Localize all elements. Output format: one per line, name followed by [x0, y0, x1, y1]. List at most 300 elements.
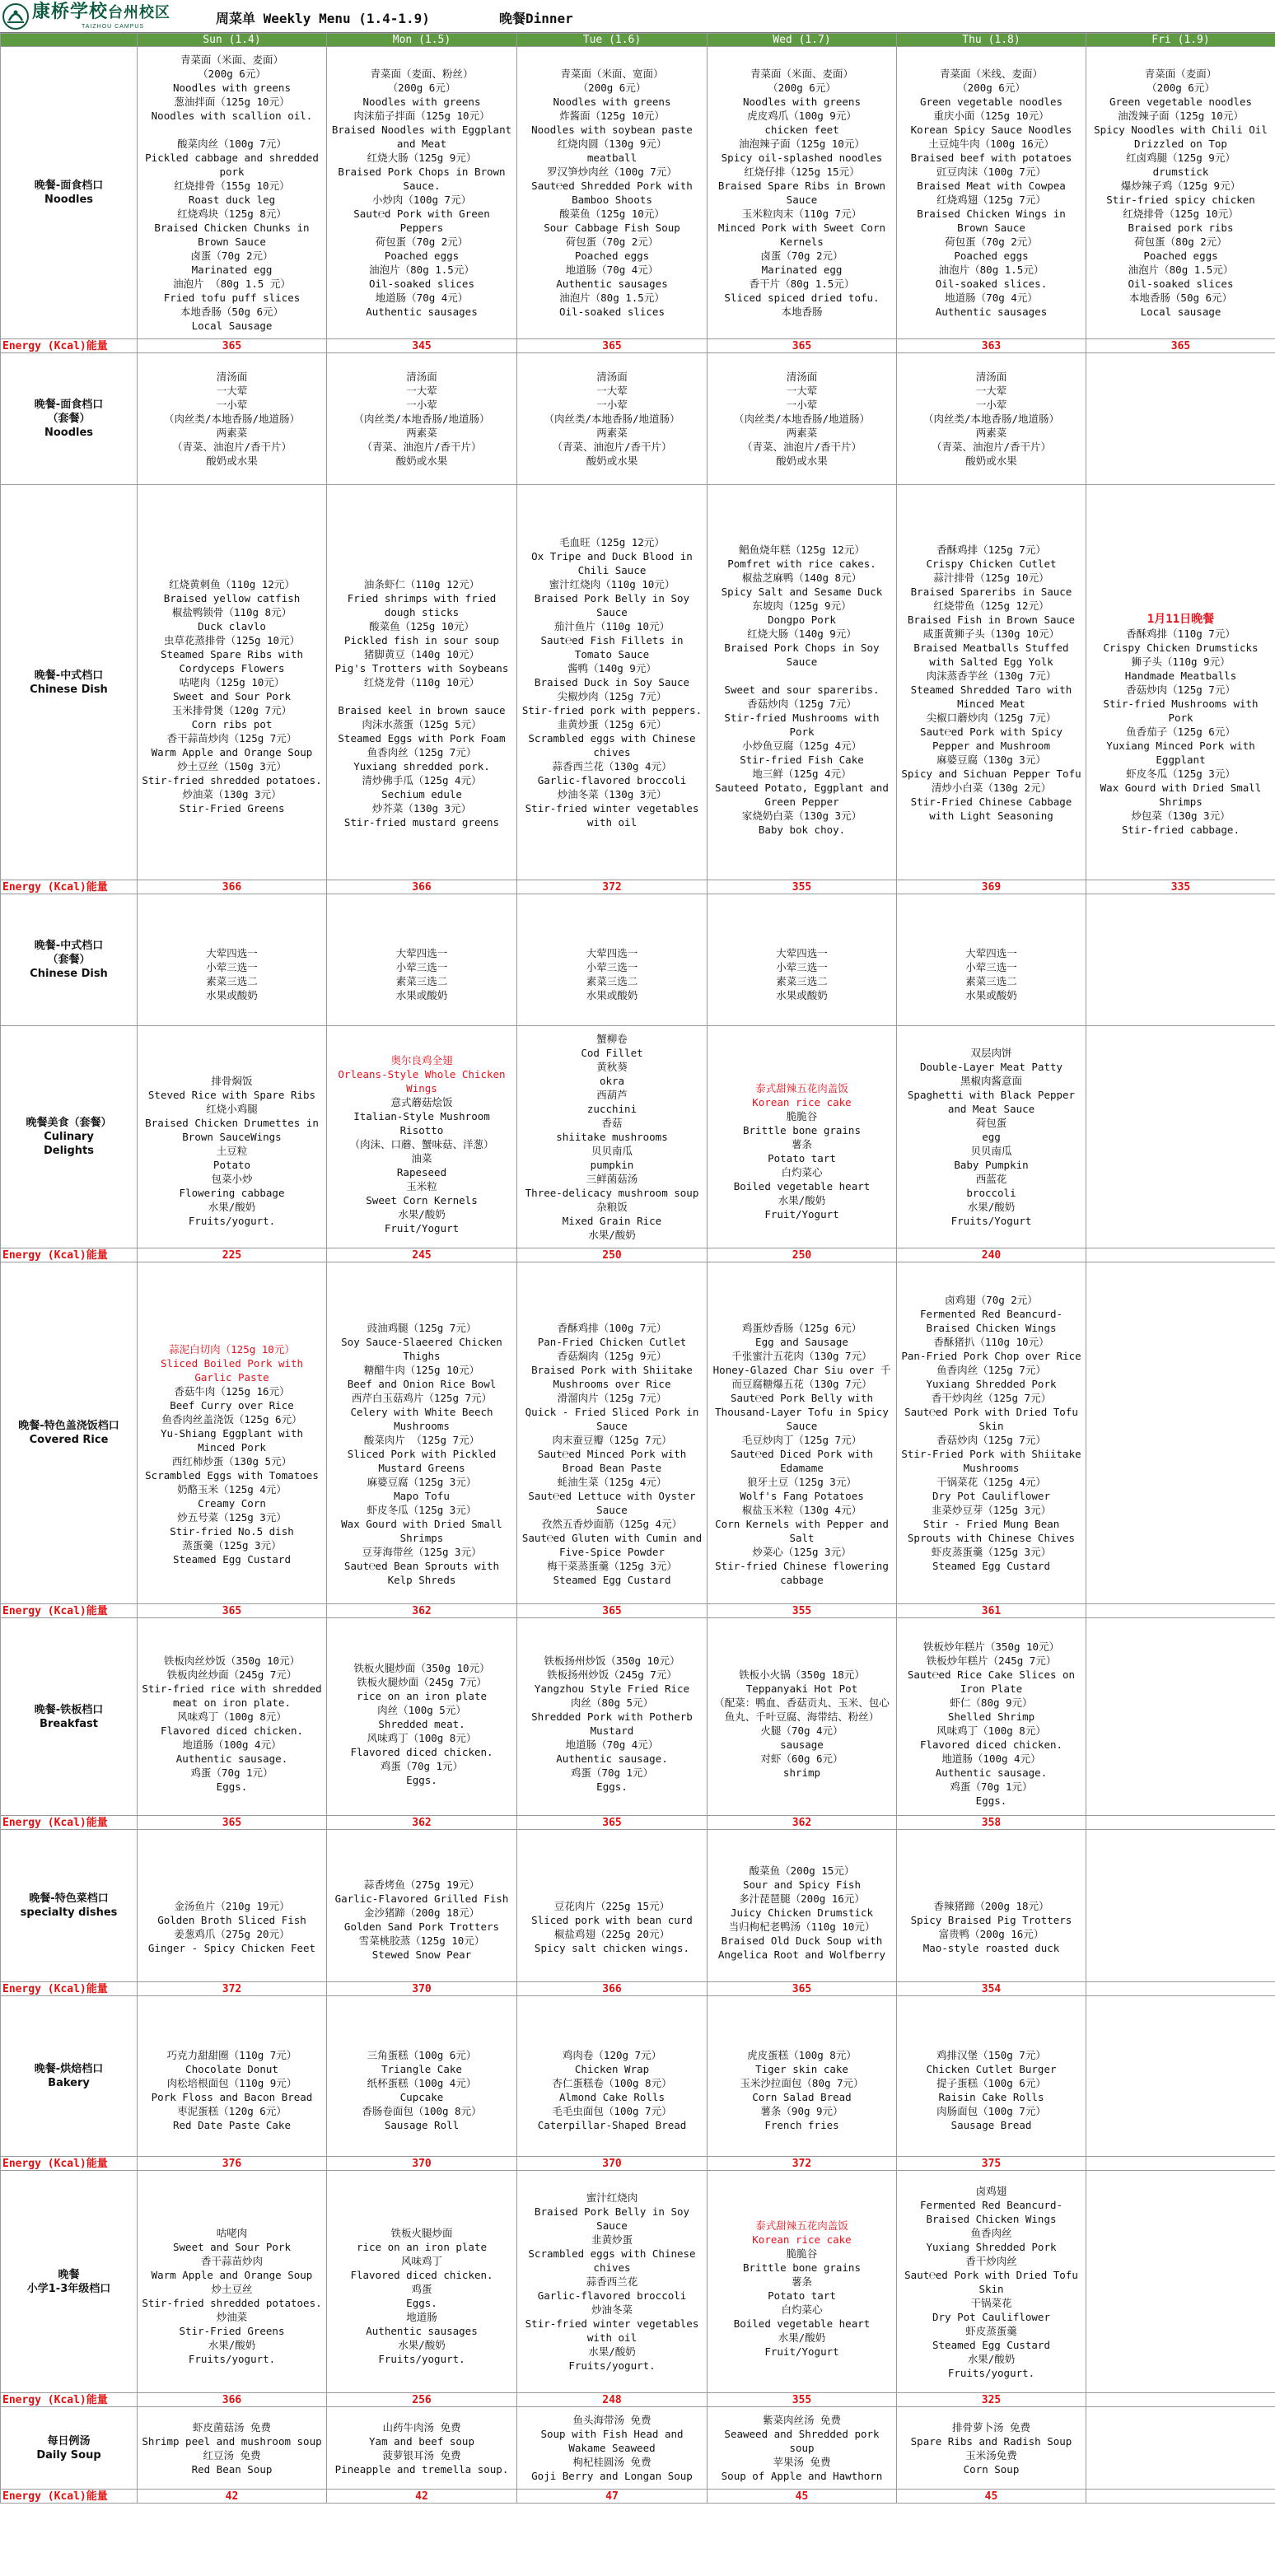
- menu-item-line: 卤鸡翅: [975, 2184, 1007, 2197]
- menu-item-line: （青菜、油泡片/香干片）: [362, 441, 482, 453]
- menu-item-line: Mao-style roasted duck: [922, 1941, 1060, 1954]
- menu-item-line: 一小荤: [596, 399, 628, 411]
- menu-item-line: Stir-fried spicy chicken: [1106, 194, 1255, 206]
- menu-cell-wed: [708, 1618, 897, 1816]
- energy-value-mon: 245: [327, 1248, 517, 1262]
- menu-item-line: 椒盐玉米粒（130g 4元）: [741, 1504, 862, 1516]
- menu-item-line: 红烧排骨（155g 10元）: [174, 180, 290, 192]
- menu-item-line: 一大荤: [216, 385, 248, 397]
- energy-value-sun: 372: [138, 1982, 327, 1996]
- day-header-wed: Wed (1.7): [708, 34, 897, 47]
- menu-item-line: Spicy Braised Pig Trotters: [910, 1913, 1072, 1926]
- menu-item-line: 地道肠（100g 4元）: [941, 1752, 1041, 1765]
- menu-item-line: 水果/酸奶: [967, 2352, 1016, 2365]
- menu-item-line: Poached eggs: [384, 250, 460, 262]
- menu-item-line: 荷包蛋（70g 2元）: [945, 236, 1038, 248]
- menu-item-line: [710, 529, 894, 543]
- menu-item-line: 香酥鸡排（100g 7元）: [557, 1322, 667, 1334]
- menu-item-line: Fruits/yogurt.: [378, 2352, 465, 2365]
- menu-item-line: 水果/酸奶: [967, 1201, 1016, 1213]
- menu-item-line: 地道肠（70g 4元）: [565, 264, 659, 276]
- menu-item-line: 肉沫蒸香芋丝（130g 7元）: [926, 669, 1057, 682]
- menu-cell-wed: [708, 2407, 897, 2490]
- menu-item-line: 炒油菜（130g 3元）: [182, 788, 282, 800]
- menu-item-line: Fruit/Yogurt: [384, 1221, 460, 1234]
- menu-item-line: 包菜小炒: [211, 1173, 253, 1185]
- menu-item-line: 酸奶或水果: [965, 455, 1017, 467]
- menu-item-line: 油条虾仁（110g 12元）: [363, 578, 480, 590]
- section-label-line: （套餐）: [47, 954, 91, 966]
- menu-item-line: 酸奶或水果: [776, 455, 828, 467]
- menu-item-line: Chocolate Donut: [185, 2063, 278, 2075]
- day-header-tue: Tue (1.6): [517, 34, 708, 47]
- energy-label: Energy (Kcal)能量: [1, 2490, 138, 2504]
- menu-item-line: （肉丝类/本地香肠/地道肠）: [353, 413, 490, 425]
- menu-item-line: 水果/酸奶: [208, 1201, 256, 1213]
- menu-item-line: 水果或酸奶: [776, 988, 828, 1001]
- menu-item-line: 提子蛋糕（100g 6元）: [936, 2077, 1046, 2089]
- menu-item-line: 蒜香烤鱼（275g 19元）: [363, 1878, 480, 1891]
- menu-item-line: [710, 932, 894, 946]
- menu-item-line: Pineapple and tremella soup.: [334, 2462, 509, 2476]
- menu-item-line: 西蓝花: [975, 1173, 1007, 1185]
- menu-item-line: 鸡蛋（70g 1元）: [190, 1766, 273, 1779]
- menu-item-line: Poached eggs: [954, 250, 1029, 262]
- menu-item-line: 黑椒肉酱意面: [960, 1075, 1022, 1087]
- menu-item-line: [520, 2034, 704, 2048]
- menu-item-line: 白灼菜心: [781, 1165, 823, 1178]
- menu-item-line: [520, 2020, 704, 2034]
- menu-cell-fri: [1086, 2171, 1275, 2393]
- menu-item-line: 杂粮饭: [596, 1201, 628, 1213]
- menu-item-line: 荷包蛋（70g 2元）: [375, 236, 469, 248]
- menu-item-line: 大荤四选一: [395, 946, 448, 959]
- menu-item-line: rice on an iron plate: [356, 1689, 488, 1702]
- menu-item-line: 鲳鱼烧年糕（125g 12元）: [739, 543, 865, 556]
- menu-item-line: 玉米粒肉末（110g 7元）: [741, 208, 862, 220]
- menu-item-line: Spicy salt chicken wings.: [534, 1941, 690, 1954]
- menu-cell-sun: [138, 1026, 327, 1248]
- menu-item-line: Korean Spicy Sauce Noodles: [910, 124, 1072, 136]
- menu-item-line: 排骨萝卜汤 免费: [951, 2420, 1031, 2434]
- menu-item-line: 虾仁（80g 9元）: [950, 1696, 1033, 1709]
- menu-cell-sun: [138, 353, 327, 485]
- menu-item-line: Shelled Shrimp: [947, 1710, 1035, 1723]
- menu-section-row: [1, 1830, 1275, 1982]
- menu-item-line: [140, 1885, 324, 1899]
- menu-item-line: meatball: [586, 152, 638, 164]
- menu-item-line: 油泡片 （80g 1.5 元）: [173, 278, 291, 290]
- menu-item-line: Steamed Shredded Taro with Minced Meat: [910, 683, 1072, 710]
- menu-item-line: 香菇炒肉（125g 7元）: [747, 697, 857, 710]
- menu-item-line: [140, 123, 324, 137]
- menu-item-line: [520, 1293, 704, 1307]
- menu-item-line: 水果/酸奶: [778, 2331, 826, 2344]
- menu-item-line: Fruits/yogurt.: [188, 2352, 276, 2365]
- menu-cell-sun: [138, 894, 327, 1026]
- menu-item-line: Yam and beef soup: [369, 2434, 474, 2448]
- menu-item-line: Stir - Fried Mung Bean Sprouts with Chinese Chives: [907, 1518, 1076, 1544]
- menu-item-line: 酸菜鱼（125g 10元）: [369, 620, 474, 632]
- menu-item-line: sausage: [780, 1738, 824, 1751]
- menu-cell-tue: [517, 2171, 708, 2393]
- menu-item-line: [899, 2034, 1083, 2048]
- menu-item-line: 豉油鸡腿（125g 7元）: [367, 1322, 477, 1334]
- menu-item-line: 蜜汁红烧肉: [586, 2191, 638, 2204]
- menu-item-line: 椒盐鸭锁骨（110g 8元）: [171, 606, 292, 618]
- menu-item-line: 泰式甜辣五花肉盖饭: [755, 1081, 848, 1094]
- menu-item-line: Scrambled Eggs with Tomatoes: [145, 1468, 319, 1482]
- menu-item-line: 狼牙土豆（125g 3元）: [747, 1476, 857, 1488]
- menu-item-line: Corn Soup: [963, 2462, 1020, 2476]
- menu-item-line: Braised beef with potatoes: [910, 152, 1072, 164]
- menu-item-line: Sauteed Potato, Eggplant and Green Pepper: [715, 781, 889, 808]
- menu-item-line: Stir-fried shredded potatoes.: [142, 774, 322, 786]
- menu-item-line: Cupcake: [399, 2091, 444, 2103]
- energy-value-mon: 345: [327, 339, 517, 353]
- menu-item-line: 本地香肠（50g 6元）: [180, 306, 284, 318]
- menu-cell-wed: [708, 1026, 897, 1248]
- menu-cell-sun: [138, 1830, 327, 1982]
- menu-item-line: 铁板火腿炒面（350g 10元）: [353, 1661, 490, 1674]
- menu-item-line: [520, 932, 704, 946]
- menu-item-line: 蒜香西兰花: [586, 2275, 638, 2288]
- menu-item-line: 虫草花蒸排骨（125g 10元）: [163, 634, 301, 646]
- menu-item-line: 金汤鱼片（210g 19元）: [174, 1899, 290, 1912]
- menu-item-line: 风味鸡丁（100g 8元）: [367, 1731, 477, 1744]
- menu-item-line: 小炒鱼豆腐（125g 4元）: [741, 739, 862, 752]
- menu-item-line: Sweet Corn Kernels: [366, 1193, 478, 1206]
- menu-item-line: Saut℮ed Bean Sprouts with Kelp Shreds: [343, 1560, 500, 1586]
- menu-item-line: Caterpillar-Shaped Bread: [537, 2119, 687, 2131]
- energy-value-tue: 250: [517, 1248, 708, 1262]
- menu-item-line: 水果或酸奶: [206, 988, 258, 1001]
- energy-value-fri: [1086, 2490, 1275, 2504]
- section-label: [1, 1830, 138, 1982]
- energy-value-sun: 42: [138, 2490, 327, 2504]
- menu-item-line: Stir-fried winter vegetables with oil: [525, 2317, 699, 2344]
- menu-item-line: Pan-Fried Pork Chop over Rice: [901, 1350, 1081, 1362]
- menu-item-line: Spicy oil-splashed noodles: [721, 152, 883, 164]
- menu-item-line: Quick - Fried Sliced Pork in Sauce: [525, 1406, 699, 1432]
- energy-value-thu: 354: [897, 1982, 1086, 1996]
- energy-value-tue: 365: [517, 339, 708, 353]
- menu-item-line: 水果或酸奶: [395, 988, 448, 1001]
- menu-item-line: 肉沫水蒸蛋（125g 5元）: [362, 718, 482, 730]
- menu-item-line: Soup of Apple and Hawthorn: [721, 2470, 883, 2482]
- menu-item-line: Steamed Egg Custard: [553, 1574, 671, 1586]
- menu-item-line: Dry Pot Cauliflower: [932, 2310, 1050, 2323]
- menu-item-line: 土豆粒: [216, 1145, 248, 1157]
- menu-item-line: 铁板扬州炒饭（245g 7元）: [547, 1668, 677, 1681]
- menu-item-line: 炒土豆丝（150g 3元）: [177, 760, 287, 772]
- menu-item-line: [140, 2212, 324, 2226]
- menu-item-line: Mapo Tofu: [394, 1490, 450, 1502]
- menu-item-line: 鸡蛋（70g 1元）: [950, 1780, 1033, 1793]
- menu-item-line: pumpkin: [590, 1159, 634, 1171]
- menu-item-line: 清汤面: [975, 371, 1007, 383]
- menu-item-line: 香干蒜苗炒肉: [200, 2254, 263, 2267]
- menu-item-line: Corn Salad Bread: [752, 2091, 852, 2103]
- menu-item-line: 酸菜肉片 （125g 7元）: [363, 1434, 480, 1446]
- day-header-fri: Fri (1.9): [1086, 34, 1275, 47]
- energy-label: Energy (Kcal)能量: [1, 2393, 138, 2407]
- menu-item-line: [710, 1053, 894, 1067]
- menu-item-line: [329, 549, 514, 563]
- menu-item-line: Fruits/yogurt.: [188, 1215, 276, 1227]
- menu-item-line: Yangzhou Style Fried Rice: [534, 1682, 690, 1695]
- menu-item-line: [710, 2205, 894, 2219]
- menu-item-line: 酸奶或水果: [206, 455, 258, 467]
- menu-item-line: [140, 2020, 324, 2034]
- energy-label: Energy (Kcal)能量: [1, 2157, 138, 2171]
- menu-item-line: 干锅菜花（125g 4元）: [936, 1476, 1046, 1488]
- menu-item-line: Boiled vegetable heart: [733, 1179, 871, 1192]
- menu-item-line: 水果/酸奶: [208, 2338, 256, 2351]
- menu-item-line: Baby bok choy.: [758, 823, 846, 836]
- menu-item-line: 铁板肉丝炒饭（350g 10元）: [163, 1654, 301, 1667]
- menu-cell-mon: [327, 485, 517, 880]
- menu-item-line: 鱼头海带汤 免费: [572, 2414, 652, 2426]
- menu-item-line: Roast duck leg: [188, 194, 276, 206]
- menu-item-line: egg: [982, 1131, 1001, 1143]
- energy-value-fri: [1086, 2157, 1275, 2171]
- menu-item-line: Steamed Spare Ribs with Cordyceps Flowers: [160, 648, 304, 674]
- menu-item-line: 豆芽海带丝（125g 3元）: [362, 1546, 482, 1558]
- menu-cell-mon: [327, 2407, 517, 2490]
- menu-item-line: 西葫芦: [596, 1089, 628, 1101]
- menu-item-line: 肉松培根面包（110g 9元）: [166, 2077, 297, 2089]
- menu-item-line: 本地香肠: [781, 306, 823, 318]
- menu-item-line: [520, 918, 704, 932]
- menu-item-line: 富贵鸭（200g 16元）: [938, 1927, 1044, 1940]
- section-label: [1, 1026, 138, 1248]
- section-label: [1, 2171, 138, 2393]
- menu-item-line: 地道肠（70g 4元）: [375, 292, 469, 304]
- menu-item-line: 鸡肉卷（120g 7元）: [562, 2049, 662, 2061]
- menu-item-line: 小荤三选一: [586, 960, 638, 973]
- section-label-line: 晚餐-烘焙档口: [34, 2063, 104, 2075]
- menu-item-line: Stir-fried pork with peppers.: [521, 704, 703, 716]
- menu-item-line: Double-Layer Meat Patty: [919, 1061, 1063, 1073]
- menu-item-line: Wax Gourd with Dried Small Shrimps: [341, 1518, 502, 1544]
- menu-item-line: 青菜面（米线、麦面）: [939, 68, 1043, 80]
- energy-value-mon: 362: [327, 1604, 517, 1618]
- menu-cell-wed: [708, 47, 897, 339]
- menu-item-line: Saut℮ed Rice Cake Slices on Iron Plate: [907, 1668, 1076, 1695]
- menu-cell-fri: [1086, 353, 1275, 485]
- menu-item-line: 肉沫茄子拌面（125g 10元）: [353, 110, 490, 122]
- menu-item-line: 小荤三选一: [206, 960, 258, 973]
- menu-item-line: Steamed Egg Custard: [932, 1560, 1050, 1572]
- menu-item-line: Sliced Boiled Pork with Garlic Paste: [160, 1356, 304, 1384]
- menu-cell-sun: [138, 47, 327, 339]
- menu-item-line: Authentic sausages: [556, 278, 668, 290]
- menu-cell-fri: [1086, 1830, 1275, 1982]
- energy-value-thu: 358: [897, 1816, 1086, 1830]
- energy-value-fri: [1086, 1604, 1275, 1618]
- menu-item-line: Sweet and sour spareribs.: [724, 683, 880, 696]
- menu-item-line: Braised Pork Belly in Soy Sauce: [534, 592, 690, 618]
- menu-item-line: 两素菜: [786, 427, 818, 439]
- menu-item-line: Pomfret with rice cakes.: [727, 557, 876, 570]
- section-label: [1, 485, 138, 880]
- energy-label: Energy (Kcal)能量: [1, 1816, 138, 1830]
- menu-item-line: [710, 1279, 894, 1293]
- menu-item-line: 韭菜炒豆芽（125g 3元）: [931, 1504, 1052, 1516]
- menu-item-line: 鸡蛋炒香肠（125g 6元）: [741, 1322, 862, 1334]
- menu-item-line: Poached eggs: [1143, 250, 1218, 262]
- menu-section-row: [1, 353, 1275, 485]
- menu-item-line: 两素菜: [406, 427, 437, 439]
- menu-item-line: [1089, 585, 1273, 599]
- menu-item-line: 肉末蚕豆瓣（125g 7元）: [552, 1434, 672, 1446]
- menu-item-line: Celery with White Beech Mushrooms: [350, 1406, 493, 1432]
- menu-item-line: Flavored diced chicken.: [350, 2268, 493, 2281]
- menu-item-line: 一小荤: [406, 399, 437, 411]
- energy-value-thu: 361: [897, 1604, 1086, 1618]
- menu-item-line: 千张蜜汁五花肉（130g 7元）: [731, 1350, 872, 1362]
- section-label: [1, 353, 138, 485]
- menu-item-line: 鸡蛋: [411, 2282, 432, 2295]
- menu-item-line: 红烧大肠（140g 9元）: [747, 627, 857, 640]
- energy-value-tue: 372: [517, 880, 708, 894]
- menu-item-line: Korean rice cake: [752, 2233, 852, 2246]
- menu-item-line: 蚝油生菜（125g 4元）: [557, 1476, 667, 1488]
- menu-item-line: 炒油冬菜: [591, 2303, 633, 2316]
- menu-item-line: [329, 1039, 514, 1053]
- menu-item-line: Fruit/Yogurt: [764, 2345, 839, 2358]
- menu-item-line: Shrimp peel and mushroom soup: [142, 2434, 322, 2448]
- menu-item-line: （肉丝类/本地香肠/地道肠）: [922, 413, 1060, 425]
- menu-cell-sun: [138, 485, 327, 880]
- menu-item-line: [329, 1293, 514, 1307]
- menu-item-line: （200g 6元）: [768, 82, 836, 94]
- menu-item-line: 火腿（70g 4元）: [760, 1724, 843, 1737]
- menu-item-line: 三角蛋糕（100g 6元）: [367, 2049, 477, 2061]
- menu-item-line: Braised Spareribs in Sauce: [910, 585, 1072, 598]
- menu-item-line: 铁板小火锅（350g 18元）: [739, 1668, 865, 1681]
- menu-cell-thu: [897, 2171, 1086, 2393]
- menu-item-line: Oil-soaked slices: [559, 306, 665, 318]
- menu-item-line: [329, 1307, 514, 1321]
- menu-item-line: Braised yellow catfish: [163, 592, 301, 604]
- menu-item-line: Creamy Corn: [198, 1496, 266, 1510]
- menu-item-line: 黄秋葵: [596, 1061, 628, 1073]
- menu-item-line: 雪菜桃胶蒸（125g 10元）: [358, 1934, 485, 1947]
- menu-cell-fri: [1086, 47, 1275, 339]
- menu-item-line: 紫菜肉丝汤 免费: [762, 2414, 842, 2426]
- menu-item-line: Fruit/Yogurt: [764, 1207, 839, 1220]
- menu-item-line: [140, 549, 324, 563]
- menu-item-line: [140, 918, 324, 932]
- menu-item-line: Marinated egg: [761, 264, 843, 276]
- menu-item-line: 卤蛋（70g 2元）: [760, 250, 843, 262]
- menu-item-line: 一小荤: [975, 399, 1007, 411]
- menu-item-line: 奥尔良鸡全翅: [390, 1053, 453, 1066]
- energy-value-mon: 256: [327, 2393, 517, 2407]
- menu-item-line: [140, 563, 324, 577]
- menu-item-line: Stir-fried No.5 dish: [170, 1524, 294, 1538]
- menu-item-line: 贝贝南瓜: [970, 1145, 1012, 1157]
- menu-item-line: 鱼香肉丝: [970, 2226, 1012, 2239]
- menu-section-row: [1, 1996, 1275, 2157]
- menu-item-line: Sausage Bread: [950, 2119, 1032, 2131]
- menu-item-line: [140, 2034, 324, 2048]
- energy-label: Energy (Kcal)能量: [1, 1248, 138, 1262]
- menu-item-line: Sweet and Sour Pork: [173, 690, 291, 702]
- energy-value-thu: 240: [897, 1248, 1086, 1262]
- menu-item-line: 香菇炒肉（125g 7元）: [936, 1434, 1046, 1446]
- menu-item-line: 荷包蛋（80g 2元）: [1134, 236, 1227, 248]
- menu-item-line: 炸酱面（125g 10元）: [559, 110, 665, 122]
- menu-item-line: 地道肠（70g 4元）: [945, 292, 1038, 304]
- menu-item-line: [710, 1293, 894, 1307]
- section-label: [1, 2407, 138, 2490]
- menu-item-line: 蒜泥白切肉（125g 10元）: [169, 1342, 295, 1356]
- menu-item-line: Braised Pork Belly in Soy Sauce: [534, 2205, 690, 2232]
- menu-item-line: Fried tofu puff slices: [163, 292, 301, 304]
- menu-item-line: 韭黄炒蛋: [591, 2233, 633, 2246]
- menu-item-line: Saut℮ed Shredded Pork with Bamboo Shoots: [531, 180, 693, 206]
- energy-value-mon: 42: [327, 2490, 517, 2504]
- menu-cell-mon: [327, 47, 517, 339]
- section-label-line: （套餐）: [47, 413, 91, 425]
- menu-item-line: 脆脆谷: [786, 1109, 818, 1122]
- menu-item-line: Fruits/yogurt.: [947, 2366, 1035, 2379]
- energy-value-fri: 335: [1086, 880, 1275, 894]
- section-label-line: 每日例汤: [47, 2434, 91, 2448]
- energy-value-sun: 365: [138, 1604, 327, 1618]
- energy-value-thu: 325: [897, 2393, 1086, 2407]
- menu-item-line: Sausage Roll: [384, 2119, 460, 2131]
- menu-item-line: 本地香肠（50g 6元）: [1128, 292, 1233, 304]
- menu-item-line: Orleans-Style Whole Chicken Wings: [338, 1067, 506, 1094]
- energy-value-tue: 47: [517, 2490, 708, 2504]
- section-label-line: 晚餐: [58, 2268, 80, 2281]
- menu-item-line: Red Bean Soup: [191, 2462, 273, 2476]
- menu-cell-thu: [897, 1026, 1086, 1248]
- menu-item-line: Noodles with soybean paste: [531, 124, 693, 136]
- menu-cell-fri: [1086, 2407, 1275, 2490]
- menu-item-line: 酱鸭（140g 9元）: [567, 662, 656, 674]
- menu-item-line: 香干片（80g 1.5元）: [749, 278, 855, 290]
- energy-value-fri: [1086, 1816, 1275, 1830]
- energy-value-wed: 250: [708, 1248, 897, 1262]
- menu-cell-fri: [1086, 894, 1275, 1026]
- menu-item-line: Chicken Cutlet Burger: [926, 2063, 1057, 2075]
- menu-item-line: Red Date Paste Cake: [173, 2119, 291, 2131]
- menu-item-line: Stir-fried Fish Cake: [740, 753, 864, 766]
- menu-item-line: Green vegetable noodles: [1109, 96, 1253, 108]
- energy-value-tue: 365: [517, 1604, 708, 1618]
- menu-item-line: 肉丝（100g 5元）: [377, 1703, 466, 1716]
- menu-cell-tue: [517, 1026, 708, 1248]
- menu-item-line: 酸菜鱼（125g 10元）: [559, 208, 665, 220]
- menu-item-line: 水果或酸奶: [965, 988, 1017, 1001]
- menu-item-line: Eggs.: [406, 2296, 437, 2309]
- menu-item-line: 咕咾肉: [216, 2226, 248, 2239]
- menu-item-line: 虾皮冬瓜（125g 3元）: [367, 1504, 477, 1516]
- menu-item-line: 鸡蛋（70g 1元）: [570, 1766, 654, 1779]
- energy-value-mon: 366: [327, 880, 517, 894]
- menu-item-line: Fruits/Yogurt: [950, 1215, 1032, 1227]
- menu-item-line: 山药牛肉汤 免费: [382, 2420, 461, 2434]
- school-logo-icon: [2, 2, 30, 30]
- menu-item-line: （200g 6元）: [387, 82, 456, 94]
- menu-item-line: 炒土豆丝: [211, 2282, 253, 2295]
- menu-item-line: Stir-Fried Chinese Cabbage with Light Seasoning: [910, 795, 1072, 822]
